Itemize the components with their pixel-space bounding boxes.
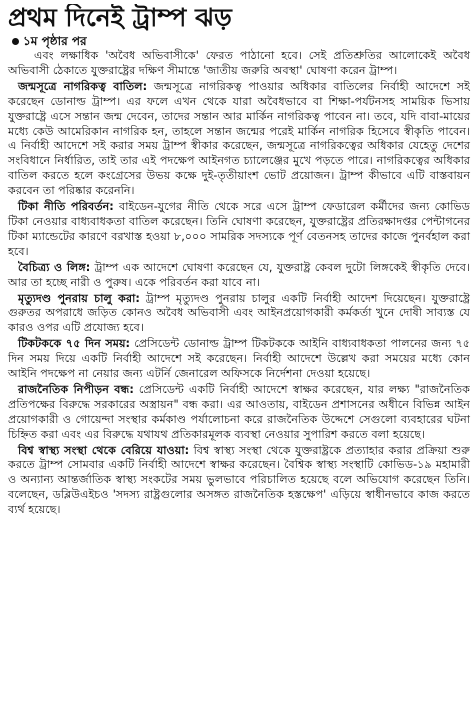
article-body	[8, 49, 470, 518]
paragraph-lead: বিশ্ব স্বাস্থ্য সংস্থা থেকে বেরিয়ে যাওয়া:	[18, 443, 190, 457]
paragraph-lead: মৃত্যুদণ্ড পুনরায় চালু করা:	[18, 291, 140, 305]
page-jump-note	[12, 34, 470, 49]
paragraph-text: বাইডেন-যুগের নীতি থেকে সরে এসে ট্রাম্প ফেডারেল কর্মীদের জন্য কোভিড টিকা নেওয়ার বাধ্যবাধকতা বাতিল করেছেন। তিনি ঘোষণা করেছেন, যুক্তরাষ্ট্রের প্রতিরক্ষাদপ্তর পেন্টাগনের টিকা ম্যান্ডেটের কারণে বরখাস্ত হওয়া ৮,০০০ সামরিক সদস্যকে পূর্ণ বেতনসহ তাদের কাজে পুনর্বহাল করা হবে।	[8, 200, 470, 258]
headline: প্রথম দিনেই ট্রাম্প ঝড়	[8, 4, 232, 32]
article-paragraph	[8, 200, 470, 260]
paragraph-lead: বৈচিত্র্য ও লিঙ্গ:	[18, 260, 91, 274]
bullet-icon	[12, 38, 19, 45]
article-paragraph	[8, 49, 470, 79]
article-paragraph	[8, 337, 470, 382]
page-jump-label: ১ম পৃষ্ঠার পর	[23, 34, 87, 48]
paragraph-text: এবং লক্ষাধিক 'অবৈধ অভিবাসীকে' ফেরত পাঠানো হবে। সেই প্রতিশ্রুতির আলোকেই অবৈধ অভিবাসী ঠেকাতে যুক্তরাষ্ট্রের দক্ষিণ সীমান্তে 'জাতীয় জরুরি অবস্থা' ঘোষণা করেন ট্রাম্প।	[8, 49, 470, 77]
paragraph-text: প্রেসিডেন্ট একটি নির্বাহী আদেশে স্বাক্ষর করেছেন, যার লক্ষ্য "রাজনৈতিক প্রতিপক্ষের বিরুদ্ধে সরকারের অস্ত্রায়ন" বন্ধ করা। এর আওতায়, বাইডেন প্রশাসনের অধীনে বিভিন্ন আইন প্রয়োগকারী ও গোয়েন্দা সংস্থার কর্মকাণ্ড পর্যালোচনা করে রাজনৈতিক উদ্দেশে সেগুলো ব্যবহারের ঘটনা চিহ্নিত করা এবং এর বিরুদ্ধে যথাযথ প্রতিকারমূলক ব্যবস্থা নেওয়ার সুপারিশ করতে বলা হয়েছে।	[8, 382, 470, 441]
paragraph-lead: জন্মসূত্রে নাগরিকত্ব বাতিল:	[18, 79, 148, 93]
paragraph-lead: রাজনৈতিক নিপীড়ন বন্ধ:	[18, 382, 134, 396]
article-paragraph	[8, 80, 470, 199]
paragraph-lead: টিকা নীতি পরিবর্তন:	[18, 200, 114, 214]
article-paragraph	[8, 444, 470, 519]
paragraph-text: ট্রাম্প মৃত্যুদণ্ড পুনরায় চালুর একটি নির্বাহী আদেশ দিয়েছেন। যুক্তরাষ্ট্রে গুরুতর অপরাধে জড়িত কোনও অবৈধ অভিবাসী এবং আইনপ্রয়োগকারী কর্মকর্তা খুনে দোষী সাব্যস্ত যে কারও ওপর এটি প্রযোজ্য হবে।	[8, 291, 470, 335]
article-paragraph	[8, 292, 470, 337]
article-paragraph	[8, 261, 470, 291]
paragraph-text: ট্রাম্প এক আদেশে ঘোষণা করেছেন যে, যুক্তরাষ্ট্র কেবল দুটো লিঙ্গকেই স্বীকৃতি দেবে। আর তা হচ্ছে নারী ও পুরুষ। একে পরিবর্তন করা যাবে না।	[8, 260, 470, 289]
article-paragraph	[8, 383, 470, 443]
paragraph-text: প্রেসিডেন্ট ডোনাল্ড ট্রাম্প টিকটককে আইনি বাধ্যবাধকতা পালনের জন্য ৭৫ দিন সময় দিয়ে একটি নির্বাহী আদেশে সই করেছেন। নির্বাহী আদেশে উল্লেখ করা সময়ের মধ্যে কোন আইনি পদক্ষেপ না নেয়ার জন্য এটর্নি জেনারেল অফিসকে নির্দেশনা দেওয়া হয়েছে।	[8, 337, 470, 381]
paragraph-text: বিশ্ব স্বাস্থ্য সংস্থা থেকে যুক্তরাষ্ট্রকে প্রত্যাহার করার প্রক্রিয়া শুরু করতে ট্রাম্প সোমবার একটি নির্বাহী আদেশে স্বাক্ষর করেছেন। বৈশ্বিক স্বাস্থ্য সংস্থাটি কোভিড-১৯ মহামারী ও অন্যান্য আন্তর্জাতিক স্বাস্থ্য সংকটের সময় ভুলভাবে পরিচালিত হয়েছে বলে অভিযোগ করেছেন তিনি। বলেছেন, ডব্লিউএইচও 'সদস্য রাষ্ট্রগুলোর অসঙ্গত রাজনৈতিক হস্তক্ষেপ' এড়িয়ে স্বাধীনভাবে কাজ করতে ব্যর্থ হয়েছে।	[8, 443, 470, 517]
paragraph-lead: টিকটককে ৭৫ দিন সময়:	[18, 337, 131, 351]
paragraph-text: জন্মসূত্রে নাগরিকত্ব পাওয়ার অধিকার বাতিলের নির্বাহী আদেশে সই করেছেন ডোনাল্ড ট্রাম্প। এর ফলে এখন থেকে যারা অবৈধভাবে বা শিক্ষা-পর্যটনসহ সাময়িক ভিসায় যুক্তরাষ্ট্রে এসে সন্তান জন্ম দেবেন, তাদের সন্তান আর মার্কিন নাগরিকত্ব পাবেন না। তবে, যদি বাবা-মায়ের মধ্যে কেউ আমেরিকান নাগরিক হন, তাহলে সন্তান জন্মের পরেই মার্কিন নাগরিক হিসেবে স্বীকৃতি পাবেন। এ নির্বাহী আদেশে সই করার সময় ট্রাম্প স্বীকার করেছেন, জন্মসূত্রে নাগরিকত্বের অধিকার যেহেতু দেশের সংবিধানে নির্ধারিত, তাই তার এই পদক্ষেপ আইনগত চ্যালেঞ্জের মুখে পড়তে পারে। নাগরিকত্বের অধিকার বাতিল করতে হলে কংগ্রেসের উভয় কক্ষে দুই-তৃতীয়াংশ ভোট প্রয়োজন। ট্রাম্প কীভাবে এটি বাস্তবায়ন করবেন তা পরিষ্কার করেননি।	[8, 79, 470, 198]
